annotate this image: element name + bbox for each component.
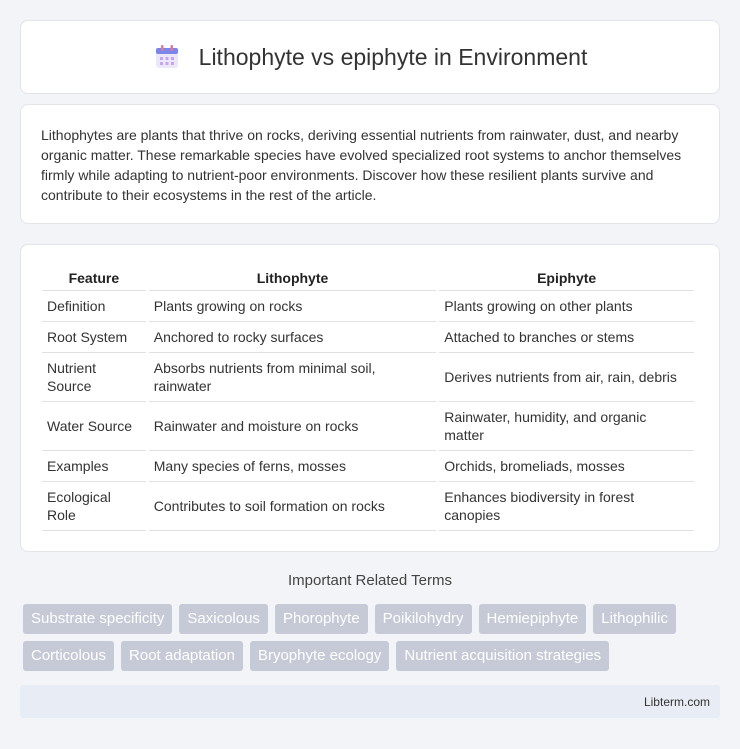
epiphyte-cell: Rainwater, humidity, and organic matter (439, 402, 694, 451)
feature-cell: Ecological Role (42, 482, 146, 531)
page-title: Lithophyte vs epiphyte in Environment (198, 43, 588, 70)
tag-poikilohydry[interactable]: Poikilohydry (375, 604, 472, 634)
title-wrap (153, 43, 588, 71)
tag-substrate-specificity[interactable]: Substrate specificity (23, 604, 172, 634)
table-row (42, 322, 694, 353)
lithophyte-cell: Many species of ferns, mosses (149, 451, 436, 482)
table-row (42, 482, 694, 531)
intro-card (20, 104, 720, 224)
tag-nutrient-acquisition-strategies[interactable]: Nutrient acquisition strategies (396, 641, 609, 671)
epiphyte-cell: Derives nutrients from air, rain, debris (439, 353, 694, 402)
table-header-row (42, 265, 694, 291)
comparison-table-card (20, 244, 720, 552)
header-lithophyte: Lithophyte (149, 265, 436, 291)
tag-lithophilic[interactable]: Lithophilic (593, 604, 676, 634)
header-feature: Feature (42, 265, 146, 291)
comparison-table (39, 265, 697, 531)
intro-paragraph: Lithophytes are plants that thrive on rocks, deriving essential nutrients from rainwater, dust, and nearby organic matter. These remarkable species have evolved specialized root systems to anchor themselves firmly while adapting to nutrient-poor environments. Discover how these resilient plants survive and contribute to their ecosystems in the rest of the article. (41, 127, 682, 203)
epiphyte-cell: Attached to branches or stems (439, 322, 694, 353)
calendar-icon (153, 43, 181, 71)
table-row (42, 402, 694, 451)
tag-saxicolous[interactable]: Saxicolous (179, 604, 268, 634)
title-card (20, 20, 720, 94)
tag-hemiepiphyte[interactable]: Hemiepiphyte (479, 604, 587, 634)
feature-cell: Root System (42, 322, 146, 353)
tag-row (23, 604, 723, 634)
related-terms-title: Important Related Terms (288, 572, 452, 589)
feature-cell: Definition (42, 291, 146, 322)
feature-cell: Examples (42, 451, 146, 482)
header-epiphyte: Epiphyte (439, 265, 694, 291)
tag-root-adaptation[interactable]: Root adaptation (121, 641, 243, 671)
tag-row (23, 641, 723, 671)
epiphyte-cell: Plants growing on other plants (439, 291, 694, 322)
footer-link[interactable]: Libterm.com (643, 694, 710, 709)
lithophyte-cell: Anchored to rocky surfaces (149, 322, 436, 353)
related-terms (23, 604, 723, 678)
tag-corticolous[interactable]: Corticolous (23, 641, 114, 671)
epiphyte-cell: Enhances biodiversity in forest canopies (439, 482, 694, 531)
table-row (42, 353, 694, 402)
footer (20, 685, 720, 718)
tag-bryophyte-ecology[interactable]: Bryophyte ecology (250, 641, 389, 671)
feature-cell: Nutrient Source (42, 353, 146, 402)
lithophyte-cell: Contributes to soil formation on rocks (149, 482, 436, 531)
lithophyte-cell: Absorbs nutrients from minimal soil, rainwater (149, 353, 436, 402)
table-row (42, 451, 694, 482)
feature-cell: Water Source (42, 402, 146, 451)
epiphyte-cell: Orchids, bromeliads, mosses (439, 451, 694, 482)
tag-phorophyte[interactable]: Phorophyte (275, 604, 368, 634)
table-row (42, 291, 694, 322)
lithophyte-cell: Plants growing on rocks (149, 291, 436, 322)
lithophyte-cell: Rainwater and moisture on rocks (149, 402, 436, 451)
